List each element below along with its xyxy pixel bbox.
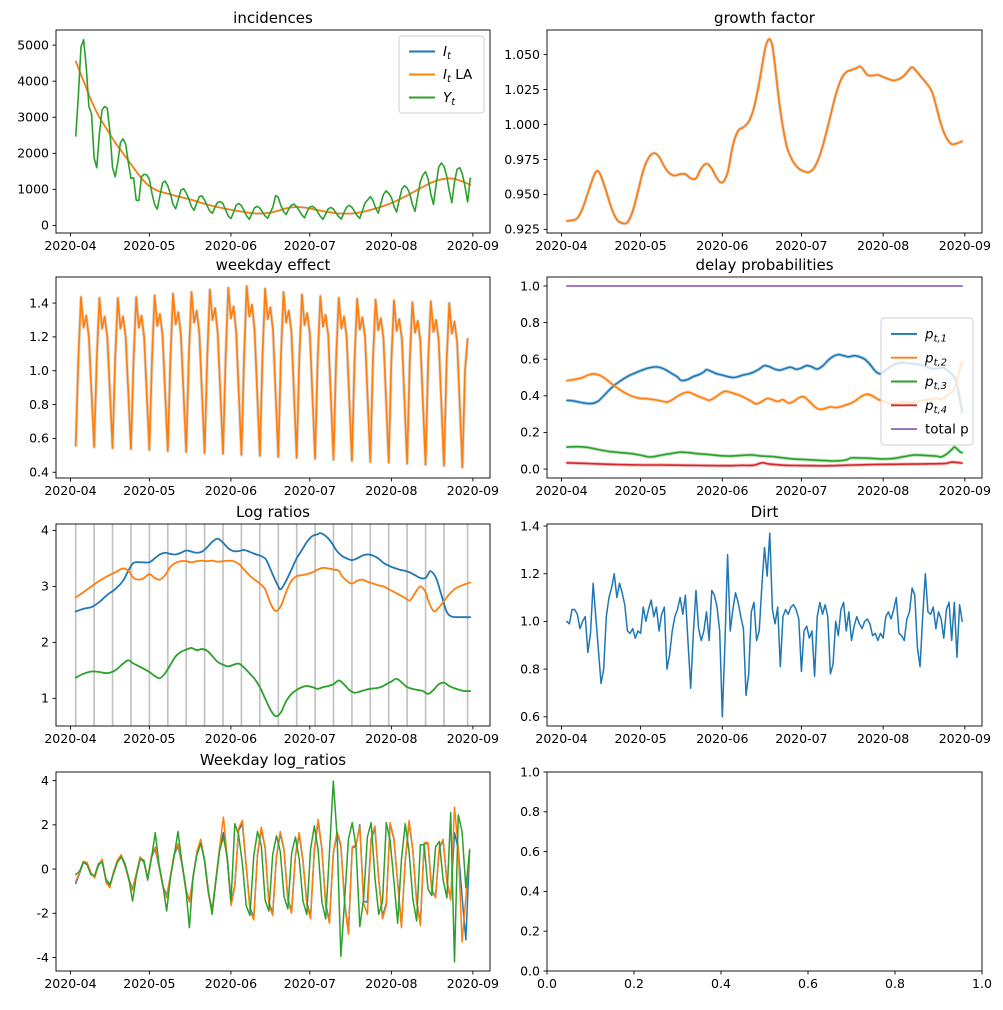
x-tick-label: 0.8: [885, 976, 905, 991]
y-tick-label: 0: [41, 217, 49, 233]
y-tick-label: 1.2: [520, 566, 540, 582]
y-tick-label: 0.4: [520, 883, 540, 899]
x-tick-label: 2020-08: [365, 483, 418, 498]
x-tick-label: 2020-08: [365, 238, 418, 253]
title-delay-probabilities: delay probabilities: [695, 256, 834, 274]
x-tick-label: 2020-05: [614, 238, 667, 253]
x-tick-label: 2020-05: [123, 483, 176, 498]
y-tick-label: 1000: [17, 181, 49, 197]
series-p-t3: [567, 447, 962, 461]
x-tick-label: 2020-04: [44, 731, 97, 746]
x-tick-label: 2020-07: [283, 731, 336, 746]
y-tick-label: 3: [41, 578, 49, 594]
x-tick-label: 2020-04: [44, 238, 97, 253]
series-dirt: [567, 533, 962, 717]
legend-label: $Y_t$: [443, 90, 456, 109]
y-tick-label: 1.025: [504, 81, 540, 97]
y-tick-label: 4: [41, 522, 49, 538]
x-tick-label: 2020-07: [775, 731, 828, 746]
y-tick-label: 0.8: [520, 661, 540, 677]
y-tick-label: 0.6: [520, 709, 540, 725]
legend-delay-probabilities: [881, 318, 973, 445]
subplot-delay-probabilities: [520, 256, 991, 498]
y-tick-label: 0.975: [504, 151, 540, 167]
x-tick-label: 2020-07: [283, 238, 336, 253]
y-tick-label: 0.8: [29, 396, 49, 412]
subplot-weekday-log-ratios: [37, 751, 500, 991]
x-tick-label: 2020-07: [775, 238, 828, 253]
y-tick-label: 1.0: [520, 278, 540, 294]
series-log-ratio-2: [76, 561, 471, 612]
y-tick-label: 2: [41, 634, 49, 650]
y-tick-label: 0: [41, 861, 49, 877]
x-tick-label: 2020-09: [446, 483, 500, 498]
y-tick-label: 0.2: [520, 923, 540, 939]
x-tick-label: 2020-08: [857, 483, 910, 498]
x-tick-label: 2020-06: [204, 976, 258, 991]
series-halo-growth-factor: [567, 39, 962, 224]
y-tick-label: 0.6: [520, 843, 540, 859]
y-tick-label: -4: [36, 949, 49, 965]
y-tick-label: 5000: [17, 37, 49, 53]
x-tick-label: 2020-04: [44, 483, 97, 498]
x-tick-label: 2020-08: [365, 976, 418, 991]
y-tick-label: 2: [41, 817, 49, 833]
x-tick-label: 2020-04: [535, 238, 588, 253]
x-tick-label: 0.6: [798, 976, 818, 991]
y-tick-label: 0.0: [520, 963, 540, 979]
y-tick-label: 1.4: [520, 518, 540, 534]
y-tick-label: 0.925: [504, 221, 540, 237]
x-tick-label: 2020-09: [938, 238, 991, 253]
series-wlr-3: [76, 781, 470, 962]
y-tick-label: 1.0: [29, 363, 49, 379]
title-growth-factor: growth factor: [714, 9, 815, 27]
x-tick-label: 2020-06: [204, 483, 258, 498]
x-tick-label: 2020-05: [614, 483, 667, 498]
x-tick-label: 2020-06: [696, 238, 749, 253]
series-log-ratio-1: [76, 533, 471, 617]
x-tick-label: 2020-09: [938, 483, 991, 498]
legend-label: $I_t$: [443, 44, 451, 63]
axes-frame: [547, 772, 982, 971]
x-tick-label: 2020-05: [123, 731, 176, 746]
x-tick-label: 2020-04: [535, 483, 588, 498]
legend-label: $p_{t,3}$: [925, 374, 948, 393]
title-weekday-log-ratios: Weekday log_ratios: [199, 751, 347, 769]
x-tick-label: 2020-09: [446, 731, 500, 746]
subplot-growth-factor: [504, 9, 991, 253]
series-log-ratio-3: [76, 648, 471, 716]
title-log-ratios: Log ratios: [236, 503, 310, 521]
legend-incidences: [399, 36, 484, 113]
x-tick-label: 2020-07: [775, 483, 828, 498]
y-tick-label: 0.6: [520, 351, 540, 367]
x-tick-label: 2020-08: [857, 238, 910, 253]
x-tick-label: 1.0: [972, 976, 992, 991]
x-tick-label: 0.2: [624, 976, 644, 991]
legend-label: $I_t$ LA: [443, 67, 473, 86]
x-tick-label: 2020-05: [123, 238, 176, 253]
x-tick-label: 2020-05: [614, 731, 667, 746]
y-tick-label: 1.050: [504, 46, 540, 62]
x-tick-label: 2020-06: [696, 483, 749, 498]
y-tick-label: 1.000: [504, 116, 540, 132]
x-tick-label: 2020-05: [123, 976, 176, 991]
y-tick-label: 3000: [17, 109, 49, 125]
x-tick-label: 2020-07: [283, 976, 336, 991]
subplot-log-ratios: [41, 503, 499, 746]
y-tick-label: 0.0: [520, 461, 540, 477]
y-tick-label: 0.2: [520, 424, 540, 440]
y-tick-label: 0.8: [520, 804, 540, 820]
x-tick-label: 2020-09: [938, 731, 991, 746]
subplot-incidences: [17, 9, 499, 253]
y-tick-label: 1.2: [29, 329, 49, 345]
y-tick-label: 1: [41, 690, 49, 706]
legend-label: $p_{t,2}$: [925, 350, 948, 369]
x-tick-label: 2020-08: [365, 731, 418, 746]
legend-label: total p: [925, 421, 969, 438]
y-tick-label: 0.4: [29, 464, 49, 480]
y-tick-label: 2000: [17, 145, 49, 161]
y-tick-label: 4000: [17, 73, 49, 89]
title-weekday-effect: weekday effect: [215, 256, 331, 274]
x-tick-label: 2020-06: [204, 731, 258, 746]
x-tick-label: 2020-04: [535, 731, 588, 746]
y-tick-label: 0.950: [504, 186, 540, 202]
x-tick-label: 2020-09: [446, 238, 500, 253]
y-tick-label: 1.0: [520, 764, 540, 780]
y-tick-label: 1.0: [520, 613, 540, 629]
x-tick-label: 0.4: [711, 976, 731, 991]
x-tick-label: 2020-07: [283, 483, 336, 498]
y-tick-label: 0.6: [29, 430, 49, 446]
series-growth-factor: [567, 39, 962, 224]
y-tick-label: 0.8: [520, 314, 540, 330]
legend-label: $p_{t,1}$: [925, 326, 948, 345]
legend-label: $p_{t,4}$: [925, 397, 948, 416]
y-tick-label: 0.4: [520, 388, 540, 404]
x-tick-label: 0.0: [537, 976, 557, 991]
title-dirt: Dirt: [750, 503, 779, 521]
y-tick-label: -2: [36, 905, 49, 921]
title-incidences: incidences: [233, 9, 313, 27]
subplot-dirt: [520, 503, 991, 746]
subplot-empty: [520, 764, 992, 991]
y-tick-label: 4: [41, 772, 49, 788]
y-tick-label: 1.4: [29, 295, 49, 311]
x-tick-label: 2020-08: [857, 731, 910, 746]
x-tick-label: 2020-06: [696, 731, 749, 746]
x-tick-label: 2020-06: [204, 238, 258, 253]
x-tick-label: 2020-04: [44, 976, 97, 991]
subplot-weekday-effect: [29, 256, 499, 498]
axes-frame: [56, 772, 490, 971]
x-tick-label: 2020-09: [446, 976, 500, 991]
